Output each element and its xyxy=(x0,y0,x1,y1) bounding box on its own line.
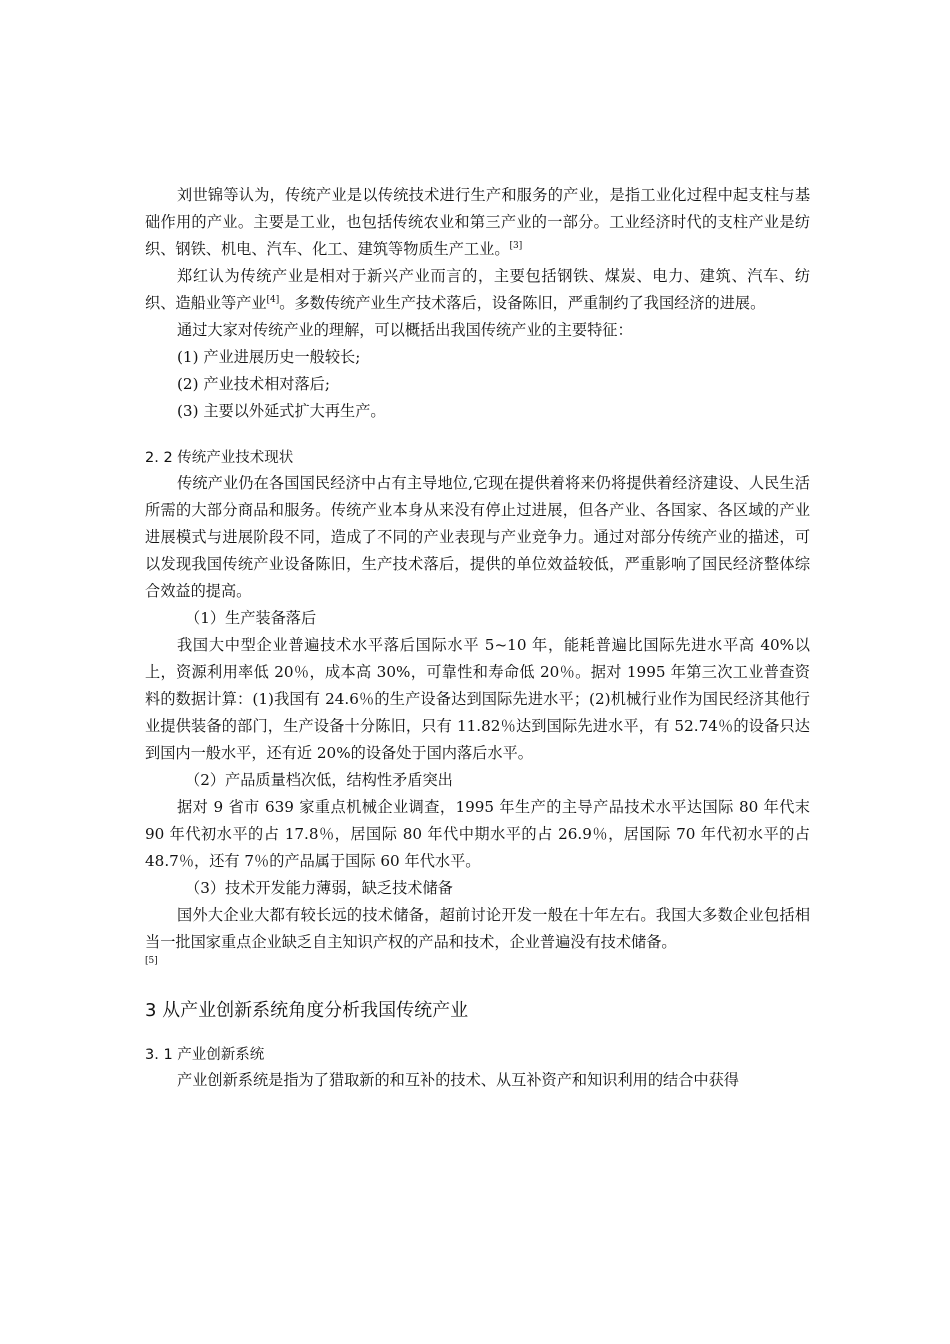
citation: [5] xyxy=(145,956,158,966)
citation: [4] xyxy=(266,295,280,305)
paragraph-liu xyxy=(145,182,810,263)
paragraph-quality: 据对 9 省市 639 家重点机械企业调查，1995 年生产的主导产品技术水平达国际 80 年代末 90 年代初水平的占 17.8％，居国际 80 年代中期水平的占 26.9％，居国际 70 年代初水平的占 48.7％，还有 7％的产品属于国际 60 年代水平。 xyxy=(145,798,810,870)
section-heading-3-1: 3. 1 产业创新系统 xyxy=(145,1047,265,1063)
paragraph-text: 刘世锦等认为，传统产业是以传统技术进行生产和服务的产业，是指工业化过程中起支柱与基础作用的产业。主要是工业，也包括传统农业和第三产业的一部分。工业经济时代的支柱产业是纺织、钢铁、机电、汽车、化工、建筑等物质生产工业。 xyxy=(145,186,810,258)
section-heading-3: 3 从产业创新系统角度分析我国传统产业 xyxy=(145,1000,469,1021)
feature-item-3: (3) 主要以外延式扩大再生产。 xyxy=(177,402,386,420)
subheading-quality: （2）产品质量档次低，结构性矛盾突出 xyxy=(185,771,453,789)
section-heading-2-2: 2. 2 传统产业技术现状 xyxy=(145,450,294,466)
paragraph-summary: 通过大家对传统产业的理解，可以概括出我国传统产业的主要特征： xyxy=(177,321,633,339)
paragraph-innovation-system: 产业创新系统是指为了猎取新的和互补的技术、从互补资产和知识利用的结合中获得 xyxy=(177,1071,739,1089)
paragraph-intro: 传统产业仍在各国国民经济中占有主导地位,它现在提供着将来仍将提供着经济建设、人民生活所需的大部分商品和服务。传统产业本身从来没有停止过进展，但各产业、各国家、各区域的产业进展模式与进展阶段不同，造成了不同的产业表现与产业竞争力。通过对部分传统产业的描述，可以发现我国传统产业设备陈旧，生产技术落后，提供的单位效益较低，严重影响了国民经济整体综合效益的提高。 xyxy=(145,474,810,600)
feature-item-2: (2) 产业技术相对落后; xyxy=(177,375,330,393)
citation: [3] xyxy=(509,241,523,251)
paragraph-equipment: 我国大中型企业普遍技术水平落后国际水平 5~10 年，能耗普遍比国际先进水平高 40%以上，资源利用率低 20％，成本高 30%，可靠性和寿命低 20％。据对 1995 年第三次工业普查资料的数据计算：(1)我国有 24.6％的生产设备达到国际先进水平；(2)机械行业作为国民经济其他行业提供装备的部门，生产设备十分陈旧，只有 11.82％达到国际先进水平，有 52.74％的设备只达到国内一般水平，还有近 20%的设备处于国内落后水平。 xyxy=(145,636,810,762)
subheading-equipment: （1）生产装备落后 xyxy=(185,609,317,627)
document-body xyxy=(145,182,810,1094)
feature-item-1: (1) 产业进展历史一般较长; xyxy=(177,348,361,366)
paragraph-text: 。多数传统产业生产技术落后，设备陈旧，严重制约了我国经济的进展。 xyxy=(279,294,766,312)
paragraph-zheng xyxy=(145,263,810,317)
paragraph-text: 郑红认为传统产业是相对于新兴产业而言的，主要包括钢铁、煤炭、电力、建筑、汽车、纺织、造船业等产业 xyxy=(145,267,810,312)
paragraph-rnd: 国外大企业大都有较长远的技术储备，超前讨论开发一般在十年左右。我国大多数企业包括相当一批国家重点企业缺乏自主知识产权的产品和技术，企业普遍没有技术储备。 xyxy=(145,906,810,951)
subheading-rnd: （3）技术开发能力薄弱，缺乏技术储备 xyxy=(185,879,453,897)
